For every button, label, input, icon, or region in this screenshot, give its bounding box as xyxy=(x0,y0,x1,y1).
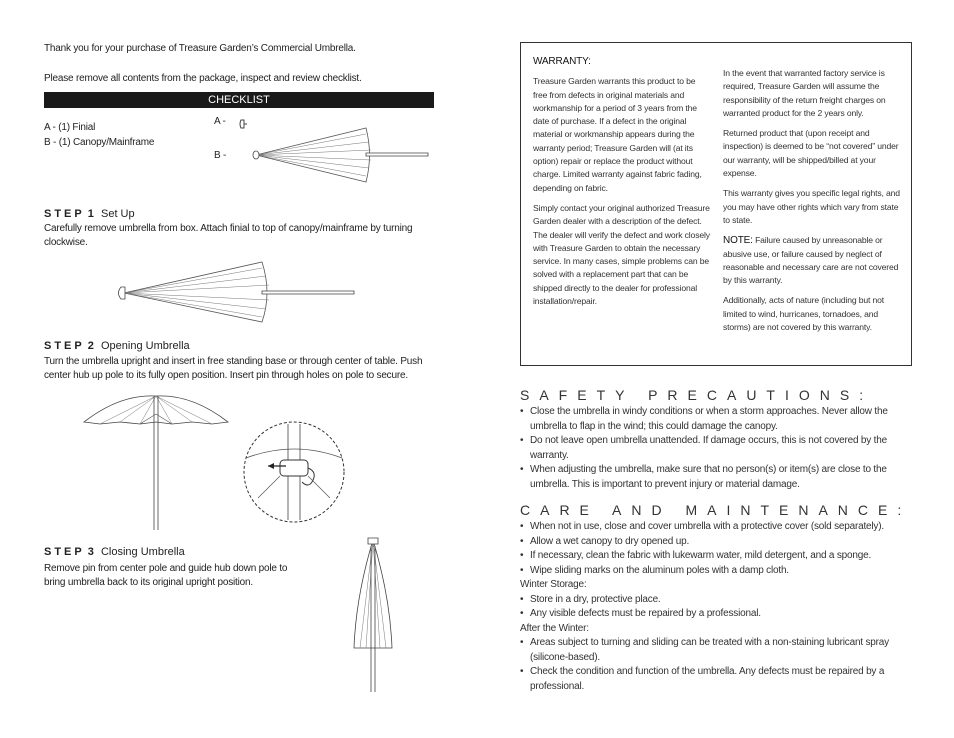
checklist-title: CHECKLIST xyxy=(44,92,434,108)
checklist-item-b: B - (1) Canopy/Mainframe xyxy=(44,137,155,148)
after-winter-label: After the Winter: xyxy=(520,622,589,634)
step-3-word: STEP xyxy=(44,546,85,558)
diagram-label-b: B - xyxy=(214,150,227,161)
step-3-title: Closing Umbrella xyxy=(100,546,185,558)
checklist-item-a: A - (1) Finial xyxy=(44,122,96,133)
intro-thanks: Thank you for your purchase of Treasure Garden’s Commercial Umbrella. xyxy=(44,43,356,54)
list-item: • Any visible defects must be repaired by a professional. xyxy=(520,607,906,622)
step-2-text: Turn the umbrella upright and insert in free standing base or through center of table. Push center hub up pole to its fully open position. Insert pin through holes on pole to secure. xyxy=(44,356,423,381)
intro-remove: Please remove all contents from the package, inspect and review checklist. xyxy=(44,73,362,84)
warranty-p3: In the event that warranted factory service is required, Treasure Garden will assume the responsibility of the return freight charges on warranted product for the 2 years only. xyxy=(723,68,886,118)
step-3-text: Remove pin from center pole and guide hub down pole to bring umbrella back to its original upright position. xyxy=(44,563,288,588)
step-1-umbrella-diagram xyxy=(112,256,360,328)
winter-storage-label: Winter Storage: xyxy=(520,579,587,590)
warranty-column-right xyxy=(723,67,901,341)
safety-title: SAFETY PRECAUTIONS: xyxy=(520,387,874,403)
warranty-p2: Simply contact your original authorized Treasure Garden dealer with a description of the defect. The dealer will verify the defect and work closely with Treasure Garden to obtain the necessary service. In many cases, simple problems can be solved with a replacement part that can be shipped directly to the dealer for professional installation/repair. xyxy=(533,202,710,307)
canopy-mainframe-icon xyxy=(248,120,430,190)
list-item: • Store in a dry, protective place. xyxy=(520,593,906,608)
step-1-text: Carefully remove umbrella from box. Attach finial to top of canopy/mainframe by turning clockwise. xyxy=(44,223,413,248)
list-item: • Allow a wet canopy to dry opened up. xyxy=(520,535,906,550)
care-title: CARE AND MAINTENANCE: xyxy=(520,502,912,518)
finial-icon xyxy=(238,118,248,130)
warranty-note-label: NOTE: xyxy=(723,235,753,247)
step-1-word: STEP xyxy=(44,208,85,220)
warranty-p4: Returned product that (upon receipt and inspection) is deemed to be “not covered” under our warranty, will be shipped/billed at your expense. xyxy=(723,128,899,179)
step-1-title: Set Up xyxy=(100,208,135,220)
step-3-heading xyxy=(44,546,185,558)
hub-detail-diagram xyxy=(238,420,350,524)
open-umbrella-diagram xyxy=(80,392,232,534)
list-item: • When not in use, close and cover umbrella with a protective cover (sold separately). xyxy=(520,520,906,535)
list-item: • When adjusting the umbrella, make sure that no person(s) or item(s) are close to the umbrella. This is important to prevent injury or material damage. xyxy=(520,463,906,492)
step-1-heading xyxy=(44,208,135,220)
warranty-p7: Additionally, acts of nature (including but not limited to wind, hurricanes, tornadoes, and storms) are not covered by this warranty. xyxy=(723,295,884,333)
step-1-number: 1 xyxy=(87,208,94,220)
care-list xyxy=(520,520,906,694)
warranty-note xyxy=(723,234,901,287)
step-2-word: STEP xyxy=(44,340,85,352)
safety-list xyxy=(520,405,906,492)
list-item: • Check the condition and function of the umbrella. Any defects must be repaired by a professional. xyxy=(520,665,906,694)
step-2-number: 2 xyxy=(87,340,94,352)
warranty-column-left xyxy=(533,55,711,315)
list-item: • Wipe sliding marks on the aluminum poles with a damp cloth. xyxy=(520,564,906,579)
step-2-heading xyxy=(44,340,190,352)
warranty-p5: This warranty gives you specific legal rights, and you may have other rights which vary from state to state. xyxy=(723,188,900,225)
diagram-label-a: A - xyxy=(214,116,226,127)
warranty-p6: Failure caused by unreasonable or abusive use, or failure caused by neglect of reasonable and necessary care are not covered by this warranty. xyxy=(723,235,899,286)
step-2-title: Opening Umbrella xyxy=(100,340,190,352)
warranty-title: WARRANTY: xyxy=(533,56,591,67)
list-item: • If necessary, clean the fabric with lukewarm water, mild detergent, and a sponge. xyxy=(520,549,906,564)
warranty-p1: Treasure Garden warrants this product to be free from defects in original materials and workmanship for a period of 3 years from the date of purchase. If a defect in the original material or workmanship appears during the warranty period; Treasure Garden will (at its option) repair or replace the product without charge. Limited warranty against fabric fading, depending on fabric. xyxy=(533,76,702,193)
list-item: • Close the umbrella in windy conditions or when a storm approaches. Never allow the umbrella to flap in the wind; this could damage the canopy. xyxy=(520,405,906,434)
list-item: • Do not leave open umbrella unattended. If damage occurs, this is not covered by the warranty. xyxy=(520,434,906,463)
warranty-box xyxy=(520,42,912,366)
list-item: • Areas subject to turning and sliding can be treated with a non-staining lubricant spray (silicone-based). xyxy=(520,636,906,665)
closed-umbrella-diagram xyxy=(348,536,398,694)
step-3-number: 3 xyxy=(87,546,94,558)
